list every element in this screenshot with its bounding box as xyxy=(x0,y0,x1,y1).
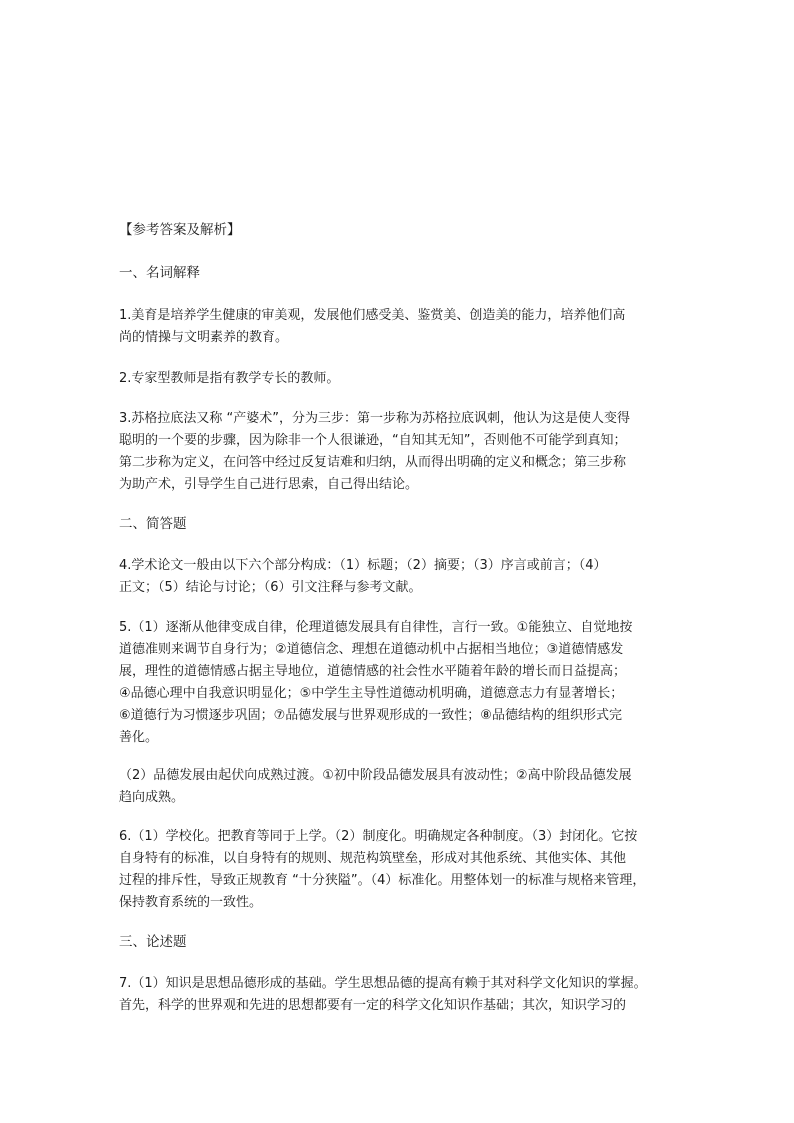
answer-paragraph-5a: 5.（1）逐渐从他律变成自律，伦理道德发展具有自律性，言行一致。①能独立、自觉地按 道德准则来调节自身行为；②道德信念、理想在道德动机中占据相当地位；③道德情感发 展，理性的道德情感占据主导地位，道德情感的社会性水平随着年龄的增长而日益提高； ④品德心理中自我意识明显化；⑤中学生主导性道德动机明确，道德意志力有显著增长； ⑥道德行为习惯逐步巩固；⑦品德发展与世界观形成的一致性；⑧品德结构的组织形式完 善化。 xyxy=(119,620,633,745)
section-heading-definitions: 一、名词解释 xyxy=(119,265,200,281)
section-heading-short-answer: 二、简答题 xyxy=(119,516,187,532)
answer-paragraph-2: 2.专家型教师是指有教学专长的教师。 xyxy=(119,371,340,386)
section-heading-essay: 三、论述题 xyxy=(119,934,187,950)
answer-paragraph-3: 3.苏格拉底法又称 “产婆术”，分为三步：第一步称为苏格拉底讽刺，他认为这是使人变得 聪明的一个要的步骤，因为除非一个人很谦逊，“自知其无知”，否则他不可能学到真知； 第二步称为定义，在问答中经过反复诘难和归纳，从而得出明确的定义和概念；第三步称 为助产术，引导学生自己进行思索，自己得出结论。 xyxy=(119,411,631,492)
answer-paragraph-4: 4.学术论文一般由以下六个部分构成：（1）标题；（2）摘要；（3）序言或前言；（4） 正文；（5）结论与讨论；（6）引文注释与参考文献。 xyxy=(119,558,607,595)
answer-paragraph-7: 7.（1）知识是思想品德形成的基础。学生思想品德的提高有赖于其对科学文化知识的掌握。 首先，科学的世界观和先进的思想都要有一定的科学文化知识作基础；其次，知识学习的 xyxy=(119,976,647,1013)
answer-paragraph-6: 6.（1）学校化。把教育等同于上学。（2）制度化。明确规定各种制度。（3）封闭化。它按 自身特有的标准，以自身特有的规则、规范构筑壁垒，形成对其他系统、其他实体、其他 过程的排斥性，导致正规教育 “十分狭隘”。（4）标准化。用整体划一的标准与规格来管理， 保持教育系统的一致性。 xyxy=(119,829,646,910)
answer-title: 【参考答案及解析】 xyxy=(119,222,241,238)
answer-paragraph-1: 1.美育是培养学生健康的审美观，发展他们感受美、鉴赏美、创造美的能力，培养他们高 尚的情操与文明素养的教育。 xyxy=(119,308,626,345)
answer-paragraph-5b: （2）品德发展由起伏向成熟过渡。①初中阶段品德发展具有波动性；②高中阶段品德发展 趋向成熟。 xyxy=(119,768,632,805)
